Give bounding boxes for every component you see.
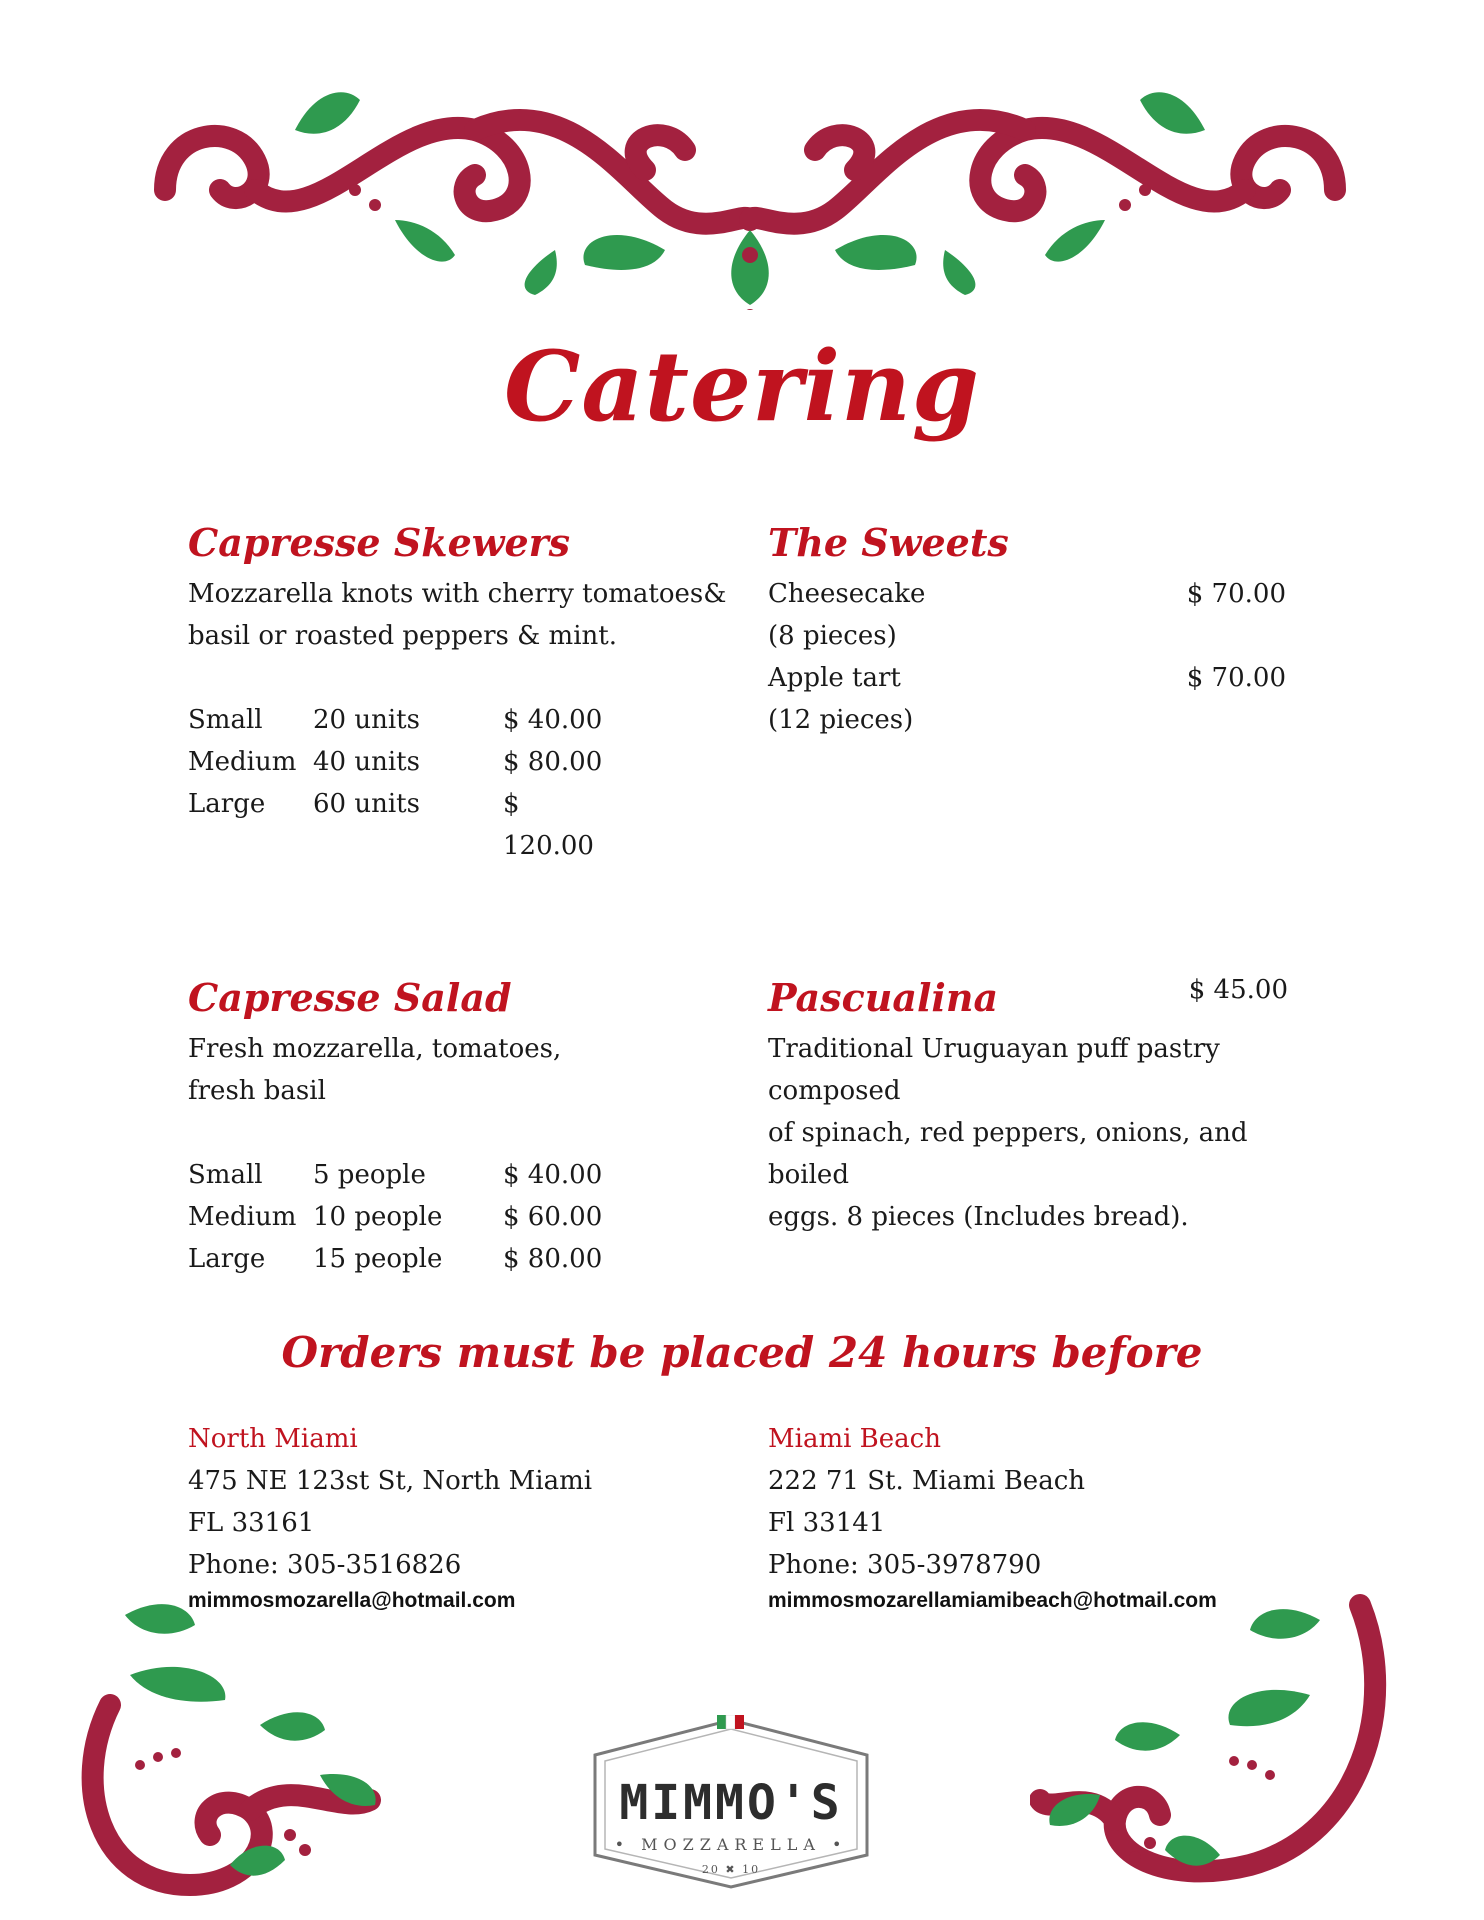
pascualina-section [768, 975, 1288, 1238]
description-line: Fresh mozzarella, tomatoes, [188, 1034, 562, 1064]
email-address: mimmosmozarellamiamibeach@hotmail.com [768, 1589, 1217, 1612]
phone-number: Phone: 305-3978790 [768, 1550, 1042, 1580]
sweets-section [768, 520, 1286, 741]
caprese-salad-section [188, 975, 603, 1280]
size-label: Small [188, 1160, 263, 1190]
price-label: $ 40.00 [503, 1160, 603, 1190]
item-name: Apple tart [768, 663, 901, 693]
price-row [188, 1196, 603, 1238]
price-label: $ 40.00 [503, 705, 603, 735]
size-label: Medium [188, 747, 297, 777]
price-table [188, 699, 726, 861]
quantity-label: 15 people [313, 1244, 443, 1274]
item-name: Cheesecake [768, 579, 926, 609]
description-line: eggs. 8 pieces (Includes bread). [768, 1202, 1189, 1232]
section-header [768, 975, 1288, 1028]
price-label: $ 80.00 [503, 1244, 603, 1274]
bottom-right-scroll-ornament [1030, 1585, 1390, 1905]
price-label: $ 60.00 [503, 1202, 603, 1232]
size-label: Small [188, 705, 263, 735]
bottom-left-scroll-ornament [80, 1585, 500, 1905]
price-row [188, 741, 726, 783]
price-row [188, 1154, 603, 1196]
price-label: $ 80.00 [503, 747, 603, 777]
price-label: $ 120.00 [503, 789, 594, 861]
description-line: basil or roasted peppers & mint. [188, 621, 617, 651]
description-line: fresh basil [188, 1076, 326, 1106]
quantity-label: 5 people [313, 1160, 426, 1190]
location-name: Miami Beach [768, 1424, 941, 1454]
phone-number: Phone: 305-3516826 [188, 1550, 462, 1580]
address-line: 475 NE 123st St, North Miami [188, 1466, 593, 1496]
size-label: Large [188, 789, 266, 819]
location-name: North Miami [188, 1424, 358, 1454]
top-scroll-ornament [145, 70, 1355, 310]
price-row [188, 699, 726, 741]
mimmos-logo [575, 1715, 887, 1890]
item-note: (12 pieces) [768, 705, 914, 735]
quantity-label: 60 units [313, 789, 420, 819]
section-heading: Capresse Skewers [188, 520, 571, 565]
description-line: of spinach, red peppers, onions, and boiled [768, 1118, 1248, 1190]
item-price: $ 45.00 [1188, 975, 1288, 1005]
item-price: $ 70.00 [1186, 663, 1286, 693]
quantity-label: 10 people [313, 1202, 443, 1232]
order-notice: Orders must be placed 24 hours before [281, 1328, 1203, 1377]
price-row [188, 1238, 603, 1280]
menu-item [768, 657, 1286, 699]
logo-year: 20 ✖ 10 [701, 1863, 761, 1876]
address-line: Fl 33141 [768, 1508, 886, 1538]
price-row [188, 783, 726, 861]
size-label: Large [188, 1244, 266, 1274]
address-line: 222 71 St. Miami Beach [768, 1466, 1086, 1496]
quantity-label: 40 units [313, 747, 420, 777]
item-note: (8 pieces) [768, 621, 897, 651]
logo-name: MIMMO'S [619, 1775, 843, 1831]
email-address: mimmosmozarella@hotmail.com [188, 1589, 516, 1612]
page-title: Catering [504, 330, 980, 443]
menu-item [768, 573, 1286, 615]
section-heading: Capresse Salad [188, 975, 512, 1020]
size-label: Medium [188, 1202, 297, 1232]
price-table [188, 1154, 603, 1280]
section-heading: Pascualina [768, 975, 999, 1020]
description-line: Mozzarella knots with cherry tomatoes& [188, 579, 727, 609]
caprese-skewers-section [188, 520, 727, 861]
item-price: $ 70.00 [1186, 579, 1286, 609]
address-line: FL 33161 [188, 1508, 315, 1538]
section-heading: The Sweets [768, 520, 1009, 565]
logo-subtitle: • MOZZARELLA • [614, 1835, 848, 1854]
quantity-label: 20 units [313, 705, 420, 735]
description-line: Traditional Uruguayan puff pastry composed [768, 1034, 1220, 1106]
